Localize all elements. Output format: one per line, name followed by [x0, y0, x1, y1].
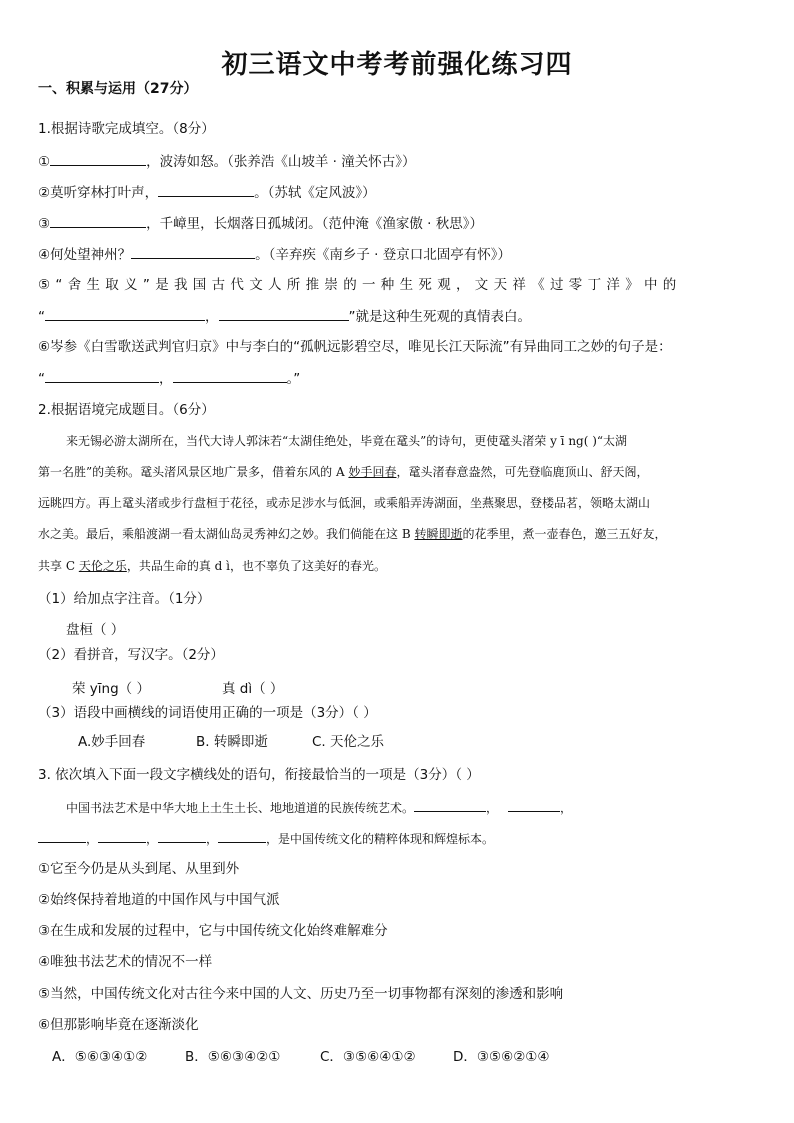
- q2-passage-line-5: [38, 557, 756, 575]
- q1-line-5b: [38, 306, 756, 326]
- answer-blank[interactable]: [158, 182, 254, 197]
- answer-blank[interactable]: [414, 797, 486, 812]
- answer-blank[interactable]: [45, 368, 159, 383]
- q1-l2-pre: ②莫听穿林打叶声，: [38, 185, 159, 201]
- q1-l4-post: 。（辛弃疾《南乡子 · 登京口北固亭有怀》）: [255, 247, 511, 263]
- q2-sub-3: （3）语段中画横线的词语使用正确的一项是（3分）（ ）: [38, 705, 377, 721]
- q3-item-2: ②始终保持着地道的中国作风与中国气派: [38, 892, 280, 908]
- q1-l6-comma: ，: [159, 371, 173, 387]
- q2-p2-b: ，鼋头渚春意盎然，可先登临鹿顶山、舒天阁，: [396, 465, 649, 479]
- q1-l3-pre: ③: [38, 216, 51, 232]
- q1-line-1: [38, 151, 756, 171]
- q1-line-3: [38, 213, 756, 233]
- q2-stem: 2.根据语境完成题目。（6分）: [38, 402, 215, 418]
- answer-blank[interactable]: [508, 797, 560, 812]
- answer-blank[interactable]: [45, 306, 205, 321]
- page-title: 初三语文中考考前强化练习四: [221, 50, 573, 80]
- q3-item-5: ⑤当然，中国传统文化对古往今来中国的人文、历史乃至一切事物都有深刻的渗透和影响: [38, 986, 564, 1002]
- q2-passage-line-3: 远眺四方。再上鼋头渚或步行盘桓于花径，或赤足涉水与低洄，或乘船弄涛湖面，坐燕聚思，登楼品茗，领略太湖山: [38, 496, 651, 510]
- q2-p5-a: 共享 C: [38, 559, 79, 573]
- underlined-phrase-a: 妙手回春: [348, 465, 397, 479]
- answer-blank[interactable]: [158, 828, 206, 843]
- section-heading: 一、积累与运用（27分）: [38, 81, 198, 97]
- q2-sub-2: （2）看拼音，写汉字。（2分）: [38, 647, 224, 663]
- q1-l6-open-quote: “: [38, 371, 45, 387]
- q2-sub-1-item: 盘桓（ ）: [66, 622, 125, 638]
- q3-item-4: ④唯独书法艺术的情况不一样: [38, 954, 213, 970]
- q3-passage-line-2: ， ， ， ，是中国传统文化的精粹体现和辉煌标本。: [38, 828, 756, 848]
- q1-l5-post: ”就是这种生死观的真情表白。: [348, 309, 531, 325]
- q3-option-c: C．③⑤⑥④①②: [320, 1049, 416, 1065]
- q1-l2-post: 。（苏轼《定风波》）: [254, 185, 376, 201]
- q2-sub-2-item-a: 荣 yīng（ ）: [72, 681, 150, 697]
- q1-l5-text: ⑤“舍生取义”是我国古代文人所推崇的一种生死观，文天祥《过零丁洋》中的: [38, 277, 682, 293]
- q2-p5-b: ，共品生命的真 d ì，也不辜负了这美好的春光。: [126, 559, 386, 573]
- q1-l1-post: ，波涛如怒。（张养浩《山坡羊 · 潼关怀古》）: [146, 154, 416, 170]
- q3-option-d: D．③⑤⑥②①④: [453, 1049, 550, 1065]
- q1-line-6a: ⑥岑参《白雪歌送武判官归京》中与李白的“孤帆远影碧空尽，唯见长江天际流”有异曲同工之妙的句子是：: [38, 339, 672, 355]
- answer-blank[interactable]: [218, 828, 266, 843]
- q1-l1-pre: ①: [38, 154, 51, 170]
- q3-item-6: ⑥但那影响毕竟在逐渐淡化: [38, 1017, 199, 1033]
- answer-blank[interactable]: [98, 828, 146, 843]
- q3-stem: 3. 依次填入下面一段文字横线处的语句，衔接最恰当的一项是（3分）（ ）: [38, 767, 480, 783]
- answer-blank[interactable]: [173, 368, 287, 383]
- q2-passage-line-2: [38, 463, 756, 481]
- q2-option-c: C. 天伦之乐: [312, 734, 385, 750]
- q1-l3-post: ，千嶂里，长烟落日孤城闭。（范仲淹《渔家傲 · 秋思》）: [146, 216, 483, 232]
- q1-line-2: [38, 182, 756, 202]
- q3-p2-end: ，是中国传统文化的精粹体现和辉煌标本。: [266, 832, 495, 846]
- q1-l6-post: 。”: [286, 371, 301, 387]
- q2-p4-b: 的花季里，煮一壶春色，邀三五好友，: [462, 527, 667, 541]
- answer-blank[interactable]: [219, 306, 349, 321]
- q2-passage-line-4: [38, 525, 756, 543]
- q2-option-a: A.妙手回春: [78, 734, 146, 750]
- q3-option-b: B．⑤⑥③④②①: [185, 1049, 281, 1065]
- q1-line-4: [38, 244, 756, 264]
- q2-passage-line-1: 来无锡必游太湖所在，当代大诗人郭沫若“太湖佳绝处，毕竟在鼋头”的诗句，更使鼋头渚荣 y ī ng( )“太湖: [66, 434, 628, 448]
- q3-passage-line-1: 中国书法艺术是中华大地上土生土长、地地道道的民族传统艺术。 ， ，: [66, 797, 756, 817]
- q1-l4-pre: ④何处望神州？: [38, 247, 132, 263]
- q1-l5-open-quote: “: [38, 309, 45, 325]
- q2-option-b: B. 转瞬即逝: [196, 734, 268, 750]
- q1-l5-comma: ，: [205, 309, 219, 325]
- answer-blank[interactable]: [38, 828, 86, 843]
- answer-blank[interactable]: [50, 151, 146, 166]
- q2-sub-2-item-b: 真 dì（ ）: [222, 681, 284, 697]
- q1-line-6b: [38, 368, 756, 388]
- q3-option-a: A．⑤⑥③④①②: [52, 1049, 148, 1065]
- answer-blank[interactable]: [50, 213, 146, 228]
- q2-p4-a: 水之美。最后，乘船渡湖一看太湖仙岛灵秀神幻之妙。我们倘能在这 B: [38, 527, 415, 541]
- q1-line-5a: [38, 276, 756, 294]
- q3-item-1: ①它至今仍是从头到尾、从里到外: [38, 861, 240, 877]
- q2-p2-a: 第一名胜”的美称。鼋头渚风景区地广景多，借着东风的 A: [38, 465, 349, 479]
- q3-p1: 中国书法艺术是中华大地上土生土长、地地道道的民族传统艺术。: [66, 801, 415, 815]
- answer-blank[interactable]: [131, 244, 255, 259]
- q3-item-3: ③在生成和发展的过程中，它与中国传统文化始终难解难分: [38, 923, 388, 939]
- q1-stem: 1.根据诗歌完成填空。（8分）: [38, 121, 215, 137]
- underlined-phrase-c: 天伦之乐: [78, 559, 127, 573]
- q2-sub-1: （1）给加点字注音。（1分）: [38, 591, 211, 607]
- underlined-phrase-b: 转瞬即逝: [414, 527, 463, 541]
